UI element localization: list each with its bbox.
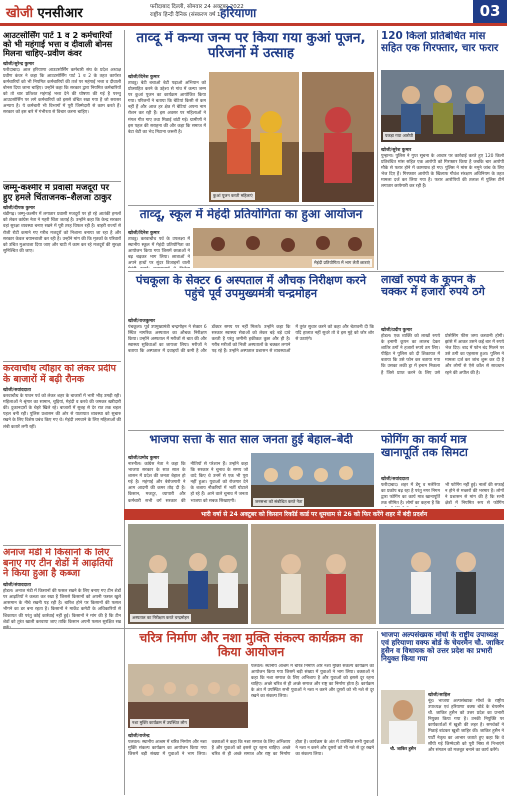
story-meat-seizure-head <box>381 31 504 67</box>
portrait-caption: चौ. जाकिर हुसैन <box>390 746 416 751</box>
photo-image <box>209 72 299 202</box>
byline: खोजी/साहिल <box>428 693 451 698</box>
byline: खोजी/प्रमोद कुमार <box>128 456 160 461</box>
story-outsourcing-bonus <box>3 31 121 179</box>
story-coupon-head <box>381 274 504 322</box>
divider <box>3 628 504 629</box>
story-lower-photos <box>251 524 504 624</box>
news-ticker-banner: भारी वर्षा से 24 अक्टूबर को किसान रिकॉर्ड कार्ड पर धूमधाम से 26 को फिर करेंगे शहर में बंदी प्रदर्शन <box>124 509 504 520</box>
story-mandi-tin-sheds <box>3 548 121 796</box>
headline: करवाचौथ त्यौहार को लेकर प्रदीप के बाजारों में बढ़ी रौनक <box>3 364 117 385</box>
headline: चरित्र निर्माण और नशा मुक्ति संकल्प कार्यक्रम का किया आयोजन <box>139 631 363 659</box>
portrait-caption-wrap <box>381 746 425 756</box>
meta-date: फरीदाबाद दिल्ली, सोमवार 24 अक्टूबर 2022 <box>150 4 244 10</box>
story-mehndi-head <box>128 208 374 226</box>
photo-group <box>251 524 504 624</box>
divider <box>128 271 504 272</box>
column-rule-left <box>124 30 125 795</box>
byline: खोजी/राजकुमार <box>128 319 156 324</box>
byline: खोजी/दीपक कुमार <box>3 206 35 212</box>
story-fogging-head <box>381 433 504 471</box>
photo-zakir-hussain <box>381 690 425 744</box>
meta-edition: राष्ट्रीय हिन्दी दैनिक (संस्करण वर्ष 1) <box>150 12 223 18</box>
portrait-image <box>381 690 425 744</box>
photo-nasha-mukti <box>128 664 248 728</box>
byline: खोजी/सुरेश कुमार <box>381 148 412 153</box>
story-body: पलवल। स्थानीय आश्रम में चरित्र निर्माण और नशा मुक्ति संकल्प कार्यक्रम का आयोजन किया गया जिसमें बड़ी संख्या में युवाओं ने भाग लिया। वक्ताओं ने कहा कि नशा समाज के लिए अभिशाप है और युवाओं को इससे दूर रहना चाहिए। अच्छे चरित्र से ही अच्छे समाज और राष्ट्र का निर्माण होता है। कार्यक्रम के अंत में उपस्थित सभी युवाओं ने नशा न करने और दूसरों को भी नशे से दूर रखने का संकल्प लिया। <box>128 740 374 758</box>
story-body: करवाचौथ के पावन पर्व को लेकर शहर के बाजारों में भारी भीड़ उमड़ी रही। महिलाओं ने श्रृंगार का सामान, चूड़ियां, मेहंदी व करवे की जमकर खरीदारी की। दुकानदारों के चेहरे खिले रहे। बाजारों में सुबह से देर रात तक चहल पहल बनी रही। पुलिस प्रशासन की ओर से यातायात व्यवस्था को सुचारु रखने के लिए विशेष प्रबंध किए गए थे। मेहंदी लगवाने के लिए महिलाओं की लंबी कतारें लगी रहीं। <box>3 394 121 430</box>
photo-caption: पकड़ा गया आरोपी <box>385 133 413 138</box>
story-bjp-seven-years-body <box>128 453 248 507</box>
story-panchkula-head <box>128 274 374 314</box>
byline: खोजी/राजेन्द्र <box>128 734 150 739</box>
story-body: नारनौल। कांग्रेस नेता ने कहा कि भाजपा सरकार के सात साल के शासन में प्रदेश की जनता बेहाल हो गई है। महंगाई और बेरोजगारी ने आम आदमी की कमर तोड़ दी है। किसान, मजदूर, व्यापारी और कर्मचारी सभी वर्ग सरकार की नीतियों से परेशान हैं। उन्होंने कहा कि सरकार ने चुनाव के समय जो वादे किए थे उनमें से एक भी पूरा नहीं हुआ। युवाओं को रोजगार देने के बजाय नौकरियों में भर्ती घोटाले हो रहे हैं। आने वाले चुनाव में जनता भाजपा को सबक सिखाएगी। <box>128 462 248 504</box>
headline: जम्मू-कश्मीर में प्रवासी मजदूरों पर हुए हमले चिंताजनक–शैलजा ठाकुर <box>3 184 112 203</box>
photo-arrest <box>381 70 504 142</box>
page-number: 03 <box>473 0 507 23</box>
byline: खोजी/संवाददाता <box>3 583 31 589</box>
story-body: चंडीगढ़। जम्मू-कश्मीर में लगातार प्रवासी मजदूरों पर हो रहे आतंकी हमलों को लेकर कांग्रेस नेता ने गहरी चिंता जताई है। उन्होंने कहा कि केन्द्र सरकार वहां सुरक्षा व्यवस्था बनाए रखने में पूरी तरह विफल रही है। बाहरी राज्यों से रोजी रोटी कमाने गए गरीब मजदूरों को निशाना बनाया जा रहा है और सरकार केवल बयानबाजी कर रही है। उन्होंने मांग की कि मृतकों के परिवारों को उचित मुआवजा दिया जाए और घाटी में काम कर रहे मजदूरों की सुरक्षा सुनिश्चित की जाए। <box>3 212 121 254</box>
photo-caption: अस्पताल का निरीक्षण करते चन्द्रमोहन <box>132 615 190 620</box>
photo-mehndi <box>193 228 374 268</box>
story-mehndi-body <box>128 228 190 268</box>
divider <box>3 181 121 182</box>
story-body: नूंह। भाजपा अल्पसंख्यक मोर्चा के राष्ट्रीय उपाध्यक्ष एवं हरियाणा वक्फ बोर्ड के चेयरमैन चौ. जाकिर हुसैन को उत्तर प्रदेश का प्रभारी नियुक्त किया गया है। उनकी नियुक्ति पर कार्यकर्ताओं में खुशी की लहर है। समर्थकों ने मिठाई बांटकर खुशी जाहिर की। जाकिर हुसैन ने पार्टी नेतृत्व का आभार जताते हुए कहा कि वे सौंपी गई जिम्मेदारी को पूरी निष्ठा से निभाएंगे और संगठन को मजबूत बनाने का कार्य करेंगे। <box>428 699 504 753</box>
photo-caption: जनसभा को संबोधित करते नेता <box>255 499 303 504</box>
story-coupon-body <box>381 325 504 427</box>
story-kuan-pujan-head <box>128 31 374 69</box>
photo-hospital <box>128 524 248 624</box>
divider <box>3 361 121 362</box>
story-zakir-hussain-head <box>381 631 504 687</box>
story-panchkula-body <box>128 316 374 426</box>
byline: खोजी/सवांददाता <box>381 477 409 482</box>
column-rule-right-top <box>377 30 378 270</box>
story-body: पंचकूला। पूर्व उपमुख्यमंत्री चन्द्रमोहन ने सेक्टर 6 स्थित नागरिक अस्पताल का औचक निरीक्षण किया। उन्होंने अस्पताल में मरीजों से बात की और स्वास्थ्य सुविधाओं का जायजा लिया। मरीजों ने बताया कि अस्पताल में दवाइयों की कमी है और डॉक्टर समय पर नहीं मिलते। उन्होंने कहा कि सरकार स्वास्थ्य सेवाओं को लेकर बड़े बड़े दावे करती है परंतु जमीनी हकीकत कुछ और ही है। गरीब मरीजों को निजी अस्पतालों के चक्कर लगाने पड़ रहे हैं। उन्होंने अस्पताल प्रशासन से व्यवस्थाओं में तुरंत सुधार करने को कहा और चेतावनी दी कि यदि हालात नहीं सुधरे तो वे इस मुद्दे को जोर शोर से उठाएंगे। <box>128 325 374 355</box>
story-zakir-hussain-body <box>428 690 504 796</box>
masthead <box>0 0 507 26</box>
headline: भाजपा सत्ता के सात साल जनता हुई बेहाल–बेदी <box>149 433 353 446</box>
column-rule-right-bottom <box>377 631 378 796</box>
byline: खोजी/दिनेश कुमार <box>128 231 160 236</box>
headline: 120 किलो प्रतिबंधित मांस सहित एक गिरफ्तार, चार फरार <box>381 31 499 54</box>
story-karwachauth-market <box>3 364 121 542</box>
story-meat-seizure-body <box>381 145 504 267</box>
photo-rally <box>251 453 374 507</box>
divider <box>128 205 374 206</box>
photo-kuan-pujan-1 <box>209 72 299 202</box>
headline: लाखों रुपये के कूपन के चक्कर में हजारों रुपये ठगे <box>381 274 485 299</box>
headline: ताव्दू, स्कूल में मेहंदी प्रतियोगिता का हुआ आयोजन <box>139 208 363 221</box>
headline: आउटसोर्सिंग पार्ट 1 व 2 कर्मचारियों को भी महंगाई भत्ता व दीवाली बोनस मिलना चाहिए–प्रवीण कंवर <box>3 31 113 59</box>
story-body: फरीदाबाद। आल हरियाणा आउटसोर्सिंग कर्मचारी संघ के प्रदेश अध्यक्ष प्रवीण कंवर ने कहा कि आउटसोर्सिंग पार्ट 1 व 2 के तहत कार्यरत कर्मचारियों को भी नियमित कर्मचारियों की तर्ज पर महंगाई भत्ता व दीवाली बोनस दिया जाना चाहिए। उन्होंने कहा कि सरकार द्वारा नियमित कर्मचारियों को तो चार प्रतिशत महंगाई भत्ता देने की घोषणा की गई है परन्तु आउटसोर्सिंग पर लगे कर्मचारियों को इससे वंचित रखा गया है जो सरासर अन्याय है। ये कर्मचारी भी विभागों में पूरी जिम्मेदारी से काम करते हैं। सरकार को इस बारे में गंभीरता से विचार करना चाहिए। <box>3 67 121 116</box>
logo-part-a: खोजी <box>6 6 34 21</box>
story-body: पुन्हाना। पुलिस ने गुप्त सूचना के आधार पर कार्रवाई करते हुए 120 किलो प्रतिबंधित मांस सहित एक आरोपी को गिरफ्तार किया है जबकि चार आरोपी मौके से फरार होने में कामयाब हो गए। पुलिस ने मांस के नमूने जांच के लिए भेज दिए हैं। गिरफ्तार आरोपी के खिलाफ गौवंश संरक्षण अधिनियम के तहत मामला दर्ज कर लिया गया है। फरार आरोपियों की तलाश में पुलिस टीमें लगातार छापेमारी कर रही हैं। <box>381 154 504 190</box>
story-body: तावडू। करवाचौथ पर्व के उपलक्ष्य में स्थानीय स्कूल में मेहंदी प्रतियोगिता का आयोजन किया गया जिसमें छात्राओं ने बढ़ चढ़कर भाग लिया। छात्राओं ने अपने हाथों पर सुंदर डिजाइनों वाली <box>128 237 190 267</box>
photo-kuan-pujan-2 <box>302 72 374 202</box>
newspaper-logo <box>6 3 83 21</box>
story-body: होडल। एक व्यक्ति को लाखों रुपये के इनामी कूपन का लालच देकर शातिर ठगों ने हजारों रुपये ठग लिए। पीड़ित ने पुलिस को दी शिकायत में बताया कि उसे फोन कर बताया गया कि उसका लकी ड्रा में इनाम निकला है जिसे प्राप्त करने के लिए उसे प्रोसेसिंग फीस जमा करवानी होगी। झांसे में आकर उसने कई बार में रुपये भेज दिए। बाद में फोन बंद मिलने पर उसे ठगी का एहसास हुआ। पुलिस ने मामला दर्ज कर जांच शुरू कर दी है और लोगों से ऐसे कॉल से सावधान रहने की अपील की है। <box>381 334 504 376</box>
byline: खोजी/सुरेन्द्र कुमार <box>3 61 35 67</box>
story-jk-migrants <box>3 184 121 359</box>
headline: फोगिंग का कार्य मात्र खानापूर्ति तक सिमटा <box>381 433 468 459</box>
photo-caption: कुआं पूजन करती महिलाएं <box>213 193 253 198</box>
byline: खोजी/सवांददाता <box>3 388 31 394</box>
story-hospital-photo-wrap <box>128 524 248 624</box>
story-character-head <box>128 631 374 661</box>
photo-image <box>302 72 374 202</box>
logo-part-b: एनसीआर <box>33 6 83 21</box>
story-body: फरीदाबाद। शहर में डेंगू व मलेरिया का प्रकोप बढ़ रहा है परंतु नगर निगम द्वारा फोगिंग का कार्य मात्र खानापूर्ति तक सीमित है। लोगों का कहना है कि भी फोगिंग नहीं हुई। नालों की सफाई न होने से मच्छरों की भरमार है। लोगों ने प्रशासन से मांग की है कि सभी क्षेत्रों में नियमित रूप से फोगिंग <box>381 483 504 507</box>
headline: भाजपा अल्पसंख्यक मोर्चा के राष्ट्रीय उपाध्यक्ष एवं हरियाणा वक्फ बोर्ड के चेयरमैन चौ. जाकिर हुसैन व विधायक को उत्तर प्रदेश का प्रभारी नियुक्त किया गया <box>381 631 504 664</box>
story-fogging-body <box>381 474 504 507</box>
story-kuan-pujan-body <box>128 72 206 202</box>
story-body: होडल। अनाज मंडी में किसानों की फसल रखने के लिए बनाए गए टीन शेडों पर आढ़तियों ने कब्जा कर रखा है जिससे किसानों को अपनी फसल खुले आसमान के नीचे रखनी पड़ रही है। बारिश होने पर किसानों की फसल भीगने का डर बना रहता है। किसानों ने मार्केट कमेटी के अधिकारियों से शिकायत की परंतु कोई कार्रवाई नहीं हुई। किसानों ने मांग की है कि टीन शेडों को तुरंत खाली करवाया जाए ताकि किसान अपनी फसल सुरक्षित रख <box>3 589 121 625</box>
byline: खोजी/दिनेश कुमार <box>128 75 160 80</box>
headline: ताव्दू में कन्या जन्म पर किया गया कुआं पूजन, परिजनों में उत्साह <box>136 31 366 62</box>
headline: अनाज मंडी में किसानों के लिए बनाए गए टीन शेडों में आढ़तियों ने किया हुआ है कब्जा <box>3 548 113 580</box>
divider <box>3 545 121 546</box>
section-title: हरियाणा <box>220 6 257 20</box>
byline: खोजी/प्रदीप कुमार <box>381 328 413 333</box>
photo-caption: नशा मुक्ति कार्यक्रम में उपस्थित लोग <box>132 720 187 725</box>
divider <box>128 430 504 431</box>
headline: पंचकूला के सेक्टर 6 अस्पताल में औचक निरीक्षण करने पहुंचे पूर्व उपमुख्यमंत्री चन्द्रमोहन <box>135 274 367 300</box>
story-body-continued: पलवल। स्थानीय आश्रम में चरित्र निर्माण और नशा मुक्ति संकल्प कार्यक्रम का आयोजन किया गया जिसमें बड़ी संख्या में युवाओं ने भाग लिया। वक्ताओं ने कहा कि नशा समाज के लिए अभिशाप है और युवाओं को इससे दूर रहना चाहिए। अच्छे चरित्र से ही अच्छे समाज और राष्ट्र का निर्माण होता है। कार्यक्रम के अंत में उपस्थित सभी युवाओं ने नशा न करने और दूसरों को भी नशे से दूर रखने का संकल्प लिया। <box>251 664 374 700</box>
story-bjp-seven-years-head <box>128 433 374 451</box>
story-body: तावडू। बेटी बचाओ बेटी पढ़ाओ अभियान को प्रोत्साहित करने के उद्देश्य से गांव में कन्या जन्म पर कुआं पूजन का कार्यक्रम आयोजित किया गया। परिजनों ने बताया कि बेटियां किसी से कम नहीं हैं और आज हर क्षेत्र में बेटियां अपना नाम रोशन कर रही हैं। इस अवसर पर महिलाओं ने मंगल गीत गाए तथा मिठाई बांटी गई। ग्रामीणों ने इस पहल की सराहना की और कहा कि समाज में बेटा बेटी का भेद मिटाना जरूरी है। <box>128 81 206 135</box>
story-character-body <box>128 731 374 796</box>
photo-caption: मेहंदी प्रतियोगिता में भाग लेती छात्राएं <box>314 260 370 265</box>
story-character-body-extra <box>251 664 374 728</box>
